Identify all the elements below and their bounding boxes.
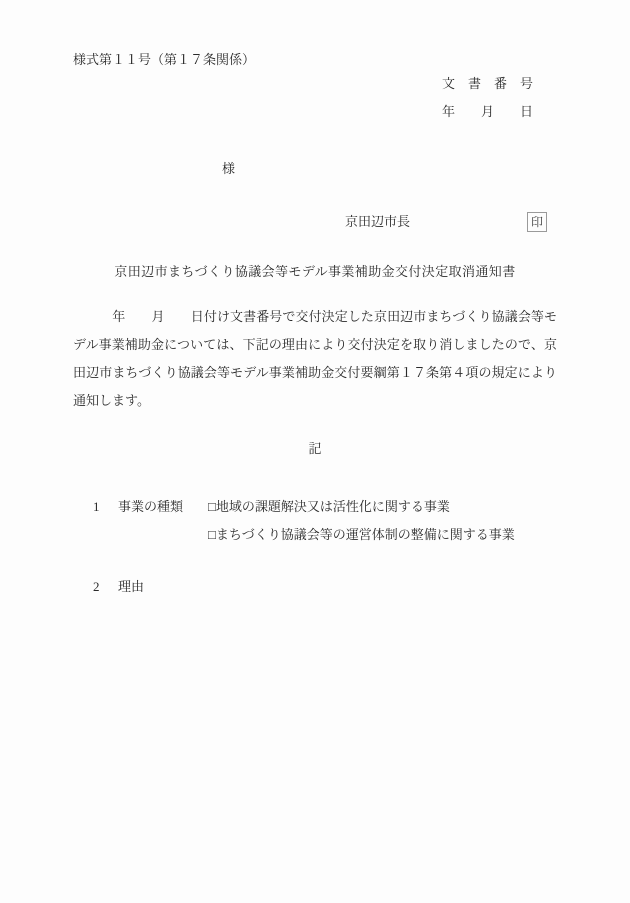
items-section [73, 493, 557, 601]
sender-row [73, 211, 557, 233]
option-label: まちづくり協議会等の運営体制の整備に関する事業 [215, 527, 515, 542]
addressee-honorific: 様 [222, 161, 236, 176]
option-community-issues [208, 493, 557, 521]
seal-mark: 印 [530, 215, 543, 229]
sender-mayor: 京田辺市長 [345, 214, 411, 229]
date-blank: 年 月 日 [441, 104, 533, 119]
item-label: 理由 [118, 579, 145, 594]
item-number: 1 [93, 499, 100, 514]
record-heading: 記 [308, 441, 322, 456]
option-label: 地域の課題解決又は活性化に関する事業 [215, 499, 450, 514]
option-council-structure [208, 521, 557, 549]
item-business-type [73, 493, 557, 549]
checkbox-icon: □ [208, 527, 216, 542]
item-number: 2 [93, 579, 100, 594]
item-reason [73, 573, 557, 601]
item-options [208, 493, 557, 549]
document-number-blank: 文 書 番 号 [441, 76, 533, 91]
form-number: 様式第１１号（第１７条関係） [73, 52, 256, 67]
item-label: 事業の種類 [118, 499, 184, 514]
document-title: 京田辺市まちづくり協議会等モデル事業補助金交付決定取消通知書 [114, 264, 516, 279]
seal-box [527, 212, 547, 232]
body-paragraph: 年 月 日付け文書番号で交付決定した京田辺市まちづくり協議会等モデル事業補助金については、下記の理由により交付決定を取り消しましたので、京田辺市まちづくり協議会等モデル事業補助金交付要綱第１７条第４項の規定により通知します。 [73, 309, 557, 408]
checkbox-icon: □ [208, 499, 216, 514]
